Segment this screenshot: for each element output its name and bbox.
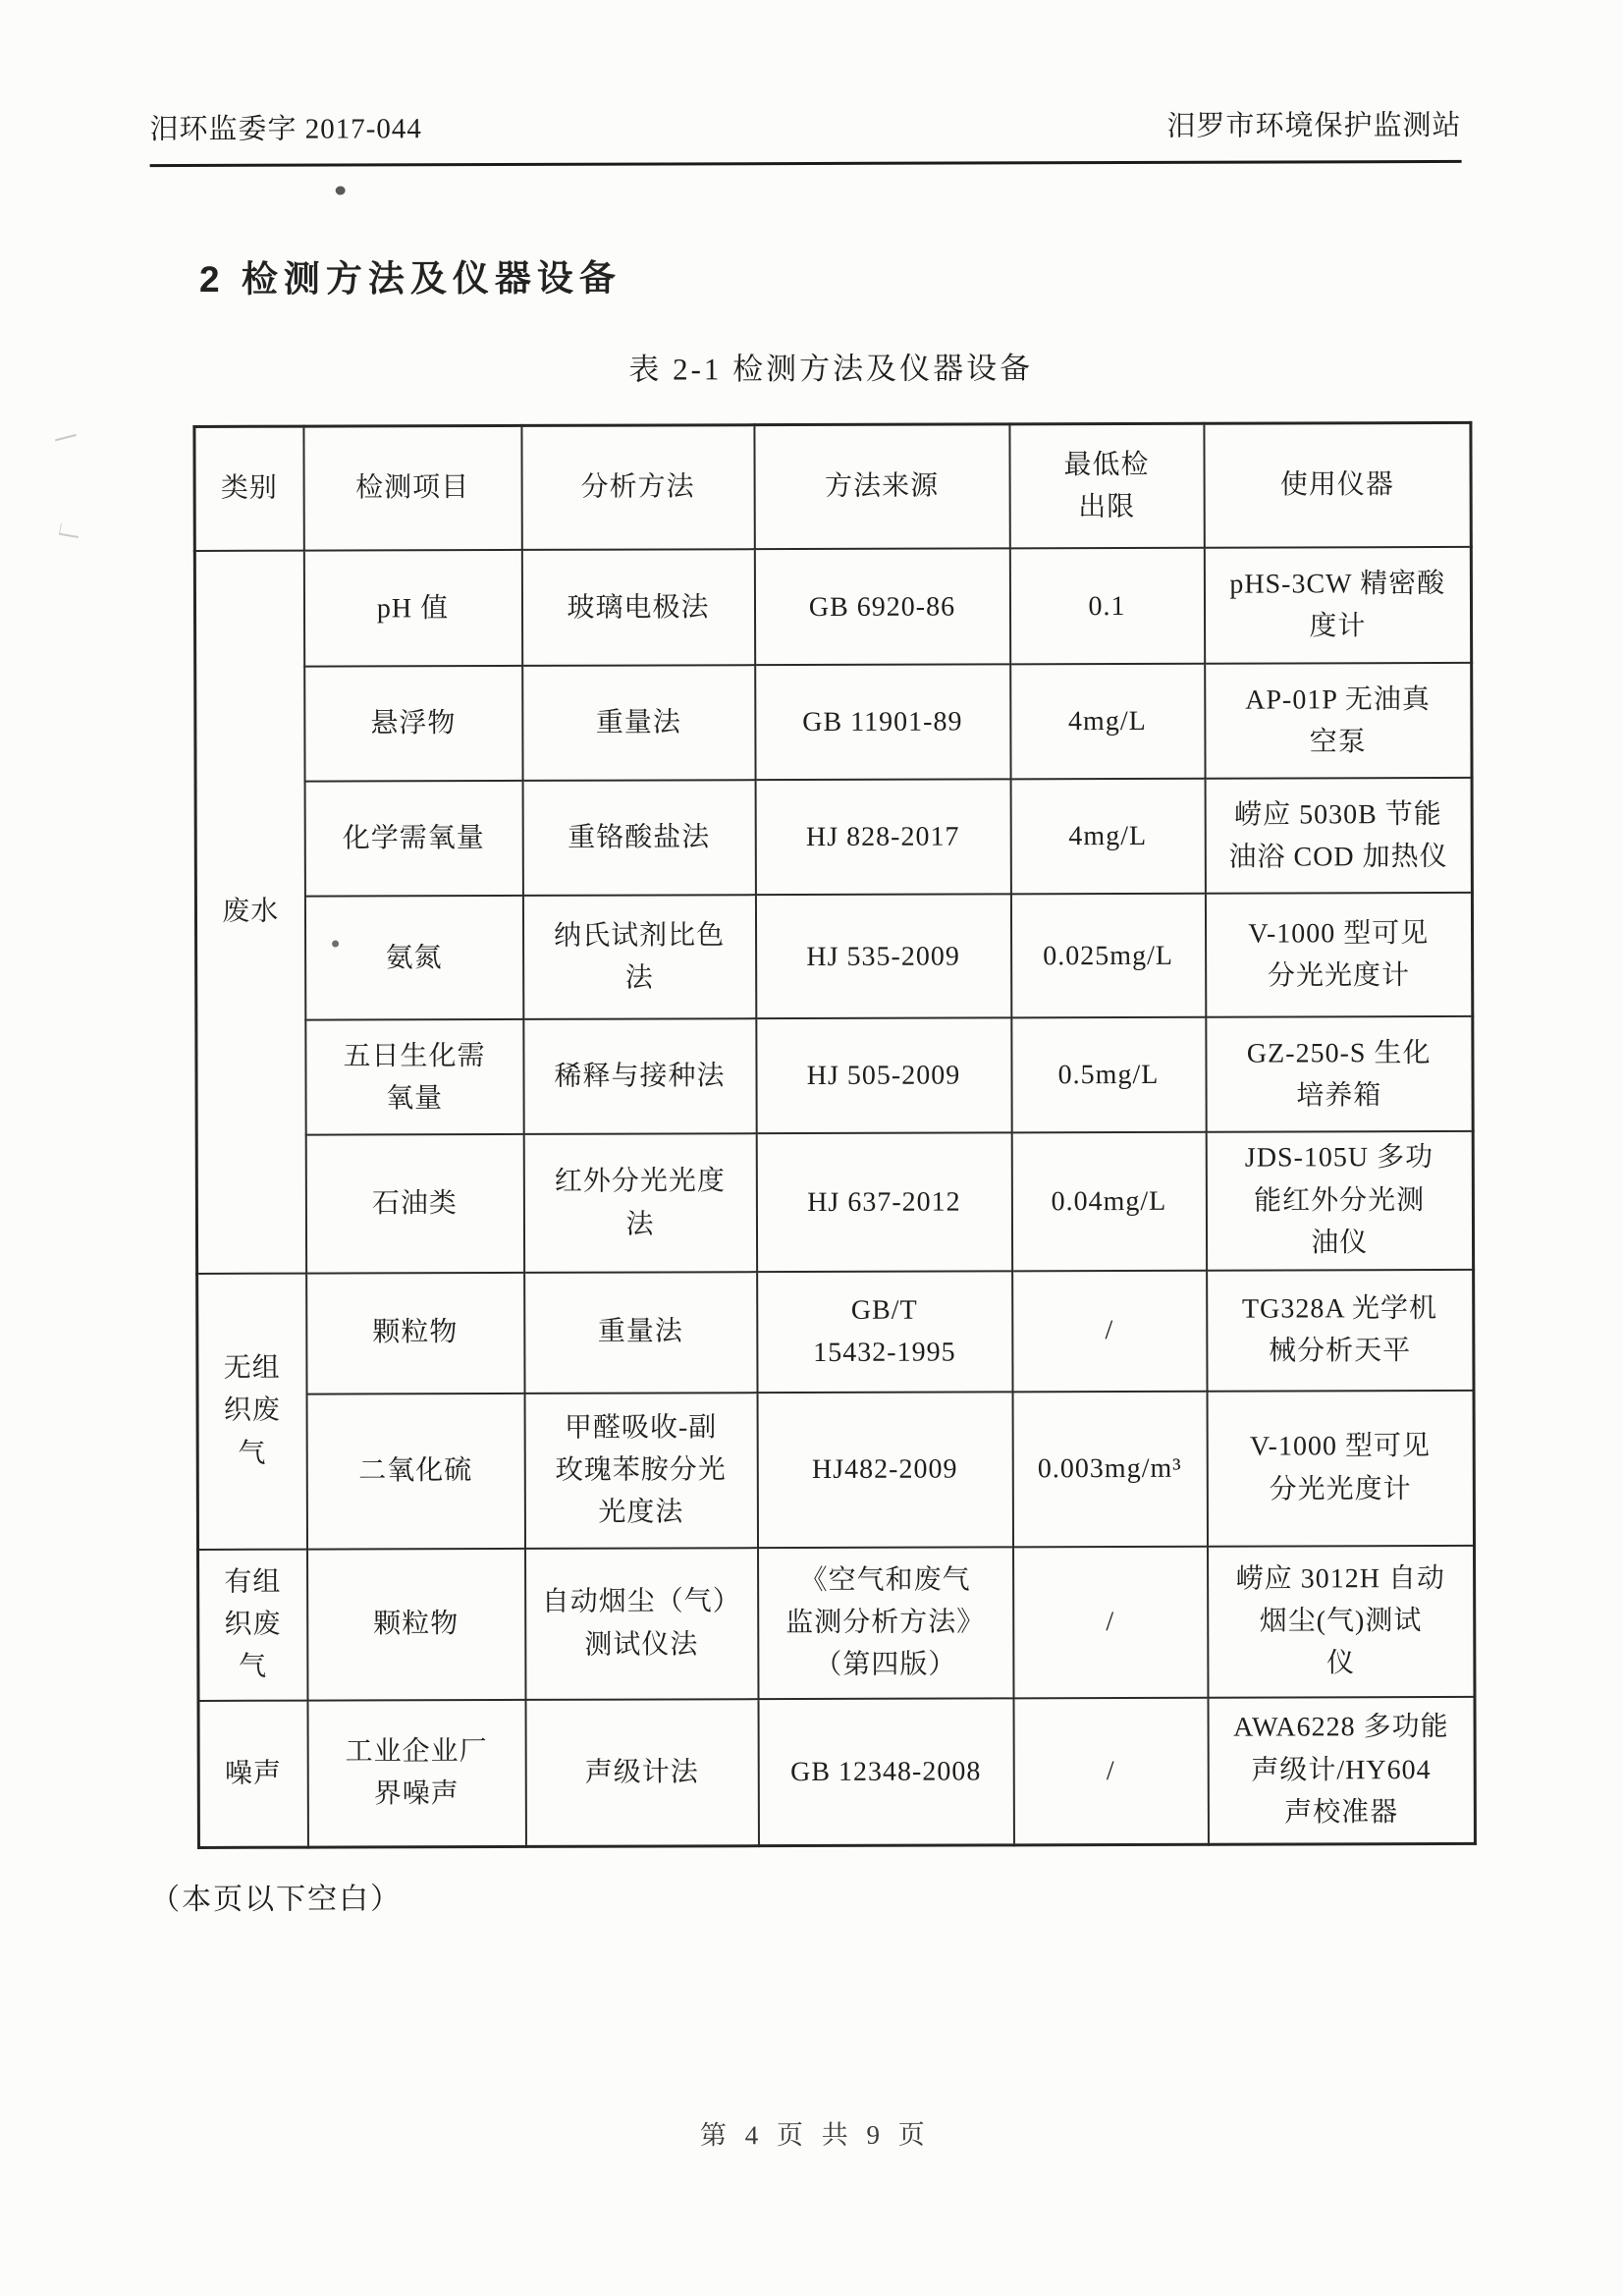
cell-method: 玻璃电极法 xyxy=(521,550,754,667)
cell-limit: / xyxy=(1013,1697,1208,1845)
table-row xyxy=(198,1545,1475,1700)
document-header xyxy=(149,104,1461,167)
scan-artifact-dot xyxy=(336,186,346,194)
cell-method: 自动烟尘（气） 测试仪法 xyxy=(525,1548,758,1700)
table-row xyxy=(197,1390,1474,1549)
cell-instrument: JDS-105U 多功 能红外分光测 油仪 xyxy=(1206,1131,1473,1270)
cell-method: 重量法 xyxy=(524,1272,757,1394)
cell-method: 红外分光光度 法 xyxy=(523,1134,756,1273)
cell-source: HJ 535-2009 xyxy=(755,895,1010,1019)
table-row xyxy=(197,1269,1474,1394)
cell-limit: 0.025mg/L xyxy=(1010,894,1205,1018)
cell-category: 无组 织废 气 xyxy=(197,1273,307,1549)
cell-item: 化学需氧量 xyxy=(304,781,522,897)
cell-category: 噪声 xyxy=(198,1700,307,1847)
cell-source: HJ 637-2012 xyxy=(756,1133,1011,1272)
blank-page-note: （本页以下空白） xyxy=(150,1883,403,1917)
cell-item: 颗粒物 xyxy=(306,1273,524,1394)
cell-source: GB/T 15432-1995 xyxy=(757,1271,1012,1393)
cell-method: 重铬酸盐法 xyxy=(522,781,755,897)
cell-item: 石油类 xyxy=(305,1134,523,1273)
cell-limit: 4mg/L xyxy=(1010,664,1205,780)
cell-item: 工业企业厂 界噪声 xyxy=(307,1700,525,1848)
cell-limit: 0.1 xyxy=(1009,548,1204,665)
table-caption: 表 2-1 检测方法及仪器设备 xyxy=(628,351,1034,387)
cell-limit: 0.003mg/m³ xyxy=(1012,1391,1207,1547)
detection-methods-table xyxy=(192,421,1477,1849)
table-row xyxy=(195,663,1472,782)
cell-source: 《空气和废气 监测分析方法》 （第四版） xyxy=(758,1547,1013,1699)
cell-instrument: AWA6228 多功能 声级计/HY604 声校准器 xyxy=(1208,1696,1475,1844)
cell-method: 纳氏试剂比色 法 xyxy=(522,896,755,1020)
cell-source: HJ482-2009 xyxy=(757,1392,1012,1548)
cell-category: 废水 xyxy=(194,551,305,1274)
table-row xyxy=(198,1696,1475,1847)
cell-category: 有组 织废 气 xyxy=(198,1549,307,1700)
cell-limit: 0.04mg/L xyxy=(1011,1132,1206,1271)
cell-source: GB 11901-89 xyxy=(755,665,1010,781)
col-header-source: 方法来源 xyxy=(754,424,1009,550)
cell-method: 甲醛吸收-副 玫瑰苯胺分光 光度法 xyxy=(524,1393,757,1549)
cell-source: HJ 505-2009 xyxy=(756,1018,1011,1134)
cell-source: HJ 828-2017 xyxy=(755,780,1010,896)
cell-item: 颗粒物 xyxy=(307,1549,525,1701)
cell-instrument: V-1000 型可见 分光光度计 xyxy=(1207,1390,1474,1546)
document-number: 汨环监委字 2017-044 xyxy=(149,113,422,146)
col-header-method: 分析方法 xyxy=(521,425,754,551)
table-row xyxy=(195,778,1472,897)
table-row xyxy=(194,547,1471,667)
cell-limit: 0.5mg/L xyxy=(1011,1017,1206,1133)
cell-limit: 4mg/L xyxy=(1010,779,1205,895)
cell-instrument: pHS-3CW 精密酸 度计 xyxy=(1204,547,1471,664)
section-title: 2 检测方法及仪器设备 xyxy=(198,257,622,300)
table-row xyxy=(196,1016,1473,1135)
cell-instrument: GZ-250-S 生化 培养箱 xyxy=(1206,1016,1473,1132)
col-header-item: 检测项目 xyxy=(303,425,521,551)
table-header-row xyxy=(194,422,1471,551)
organization-name: 汨罗市环境保护监测站 xyxy=(1166,109,1462,142)
cell-item: pH 值 xyxy=(303,550,521,667)
cell-item: 氨氮 xyxy=(304,896,522,1020)
table-row xyxy=(196,1131,1473,1273)
cell-limit: / xyxy=(1013,1546,1208,1698)
cell-source: GB 12348-2008 xyxy=(758,1698,1013,1846)
col-header-instrument: 使用仪器 xyxy=(1204,422,1471,548)
cell-instrument: 崂应 5030B 节能 油浴 COD 加热仪 xyxy=(1205,778,1472,894)
cell-instrument: V-1000 型可见 分光光度计 xyxy=(1205,893,1472,1017)
cell-method: 稀释与接种法 xyxy=(523,1019,756,1135)
scan-artifact-dot xyxy=(332,941,339,948)
cell-instrument: 崂应 3012H 自动 烟尘(气)测试 仪 xyxy=(1208,1545,1475,1697)
cell-limit: / xyxy=(1012,1270,1207,1392)
cell-method: 声级计法 xyxy=(525,1699,758,1847)
cell-item: 悬浮物 xyxy=(304,666,522,782)
col-header-limit: 最低检 出限 xyxy=(1009,423,1204,549)
cell-instrument: TG328A 光学机 械分析天平 xyxy=(1207,1269,1474,1391)
cell-method: 重量法 xyxy=(522,666,755,782)
page-number: 第 4 页 共 9 页 xyxy=(699,2119,931,2151)
scan-artifact-smudge xyxy=(59,523,81,538)
table-row xyxy=(195,893,1472,1020)
cell-instrument: AP-01P 无油真 空泵 xyxy=(1205,663,1472,779)
col-header-category: 类别 xyxy=(194,426,303,551)
cell-item: 二氧化硫 xyxy=(306,1394,524,1550)
cell-source: GB 6920-86 xyxy=(754,549,1009,666)
cell-item: 五日生化需 氧量 xyxy=(305,1019,523,1135)
scan-artifact-smudge xyxy=(55,423,78,441)
